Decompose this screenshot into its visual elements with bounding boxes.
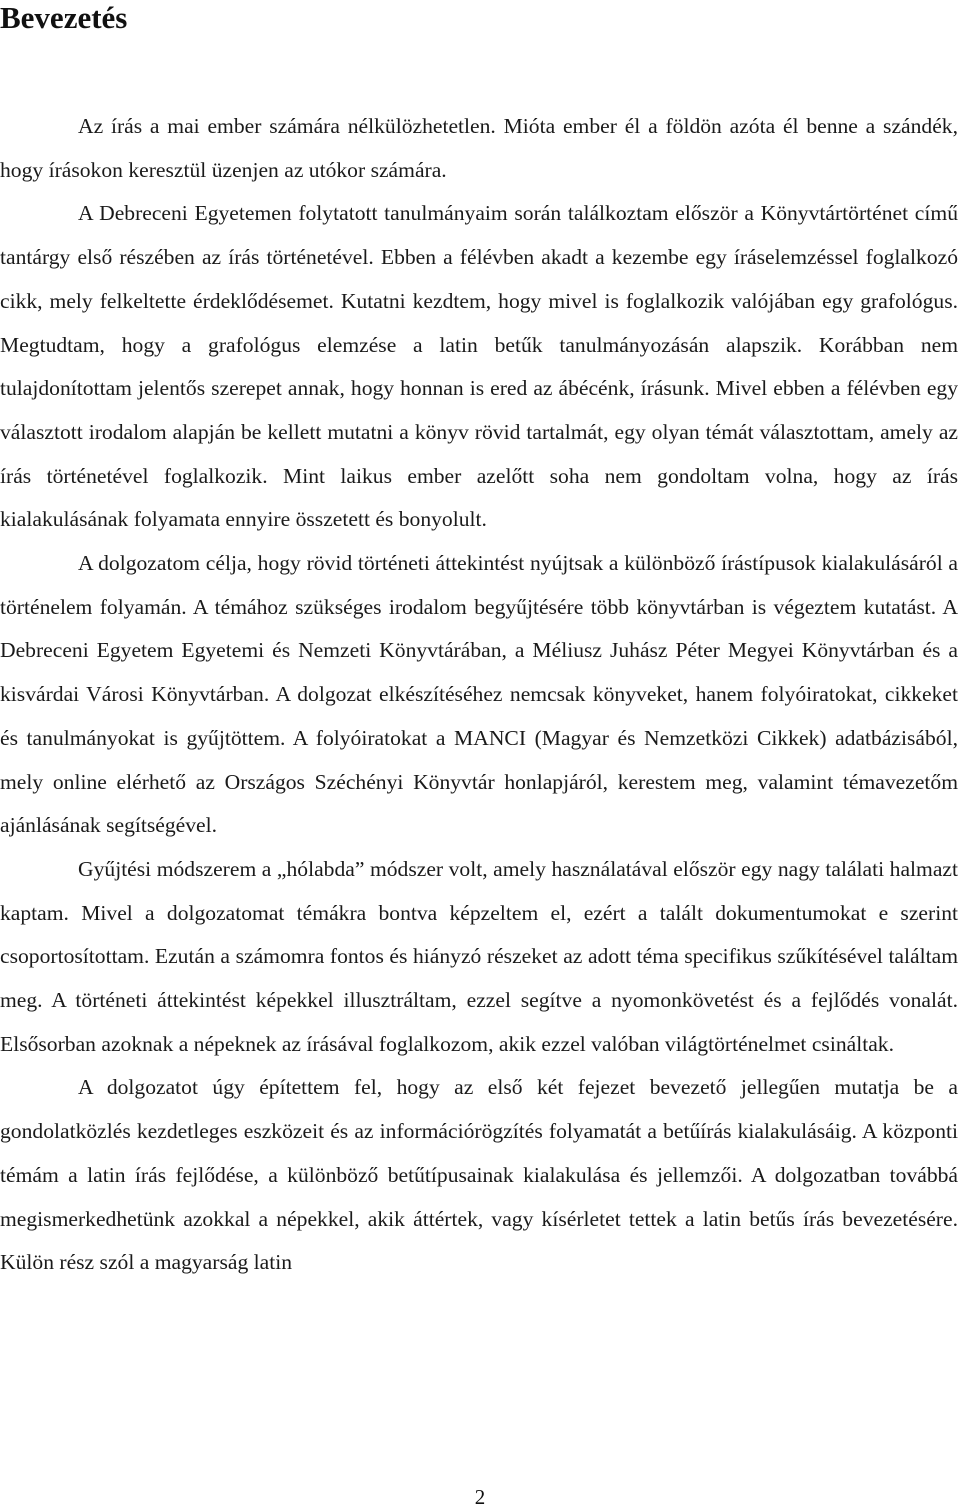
section-heading: Bevezetés: [0, 0, 128, 35]
paragraph-structure: A dolgozatot úgy építettem fel, hogy az első két fejezet bevezető jellegűen mutatja be a gondolatközlés kezdetleges eszközeit és az információrögzítés folyamatát a betűírás kialakulásáig. A központi témám a latin írás fejlődése, a különböző betűtípusainak kialakulása és jellemzői. A dolgozatban továbbá megismerkedhetünk azokkal a népekkel, akik áttértek, vagy kísérletet tettek a latin betűs írás bevezetésére. Külön rész szól a magyarság latin: [0, 1075, 958, 1275]
paragraph-aim: A dolgozatom célja, hogy rövid történeti áttekintést nyújtsak a különböző írástípusok kialakulásáról a történelem folyamán. A témához szükséges irodalom begyűjtésére több könyvtárban is végeztem kutatást. A Debreceni Egyetem Egyetemi és Nemzeti Könyvtárában, a Méliusz Juhász Péter Megyei Könyvtárban és a kisvárdai Városi Könyvtárban. A dolgozat elkészítéséhez nemcsak könyveket, hanem folyóiratokat, cikkeket és tanulmányokat is gyűjtöttem. A folyóiratokat a MANCI (Magyar és Nemzetközi Cikkek) adatbázisából, mely online elérhető az Országos Széchényi Könyvtár honlapjáról, kerestem meg, valamint témavezetőm ajánlásának segítségével.: [0, 551, 958, 838]
paragraph-intro: Az írás a mai ember számára nélkülözhetetlen. Mióta ember él a földön azóta él benne a szándék, hogy írásokon keresztül üzenjen az utókor számára.: [0, 114, 958, 182]
paragraph-motivation: A Debreceni Egyetemen folytatott tanulmányaim során találkoztam először a Könyvtártörténet című tantárgy első részében az írás történetével. Ebben a félévben akadt a kezembe egy íráselemzéssel foglalkozó cikk, mely felkeltette érdeklődésemet. Kutatni kezdtem, hogy mivel is foglalkozik valójában egy grafológus. Megtudtam, hogy a grafológus elemzése a latin betűk tanulmányozásán alapszik. Korábban nem tulajdonítottam jelentős szerepet annak, hogy honnan is ered az ábécénk, írásunk. Mivel ebben a félévben egy választott irodalom alapján be kellett mutatni a könyv rövid tartalmát, egy olyan témát választottam, amely az írás történetével foglalkozik. Mint laikus ember azelőtt soha nem gondoltam volna, hogy az írás kialakulásának folyamata ennyire összetett és bonyolult.: [0, 201, 958, 532]
body-text: [0, 105, 958, 1285]
page-number: 2: [474, 1485, 486, 1509]
paragraph-method: Gyűjtési módszerem a „hólabda” módszer volt, amely használatával először egy nagy találati halmazt kaptam. Mivel a dolgozatomat témákra bontva képzeltem el, ezért a talált dokumentumokat e szerint csoportosítottam. Ezután a számomra fontos és hiányzó részeket az adott téma specifikus szűkítésével találtam meg. A történeti áttekintést képekkel illusztráltam, ezzel segítve a nyomonkövetést és a fejlődés vonalát. Elsősorban azoknak a népeknek az írásával foglalkozom, akik ezzel valóban világtörténelmet csináltak.: [0, 856, 958, 1056]
